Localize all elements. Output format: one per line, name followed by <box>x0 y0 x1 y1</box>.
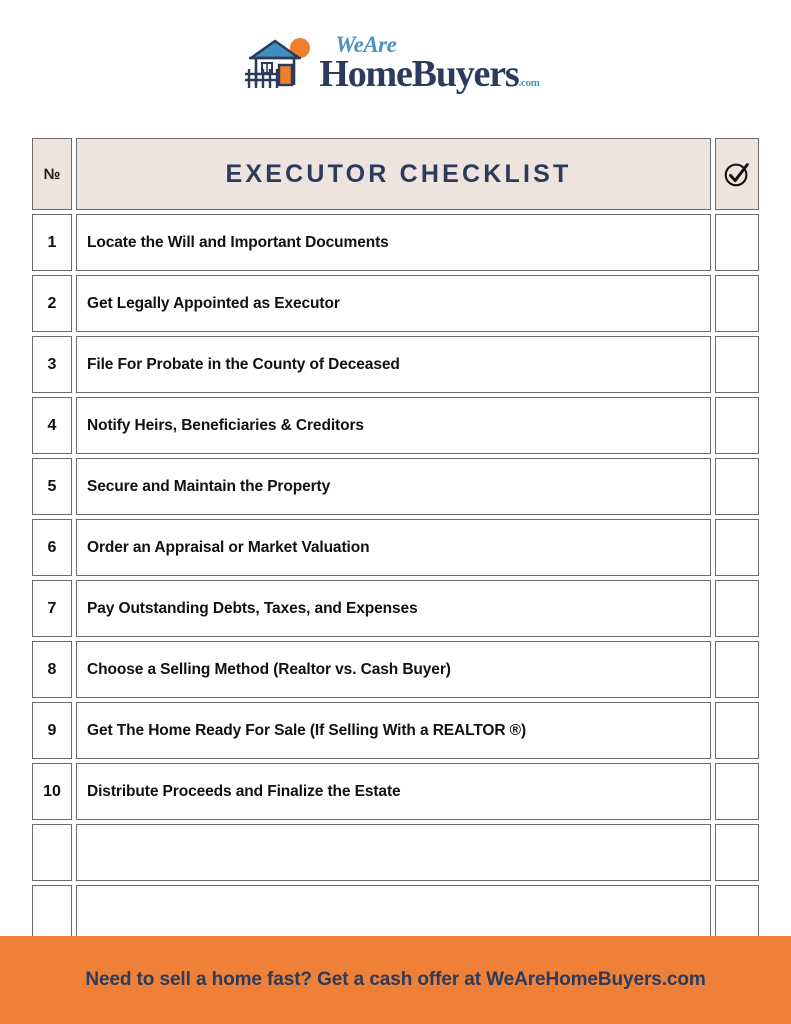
row-task-cell[interactable] <box>76 885 711 942</box>
house-with-sun-icon <box>243 36 323 92</box>
row-number-cell <box>32 580 72 637</box>
table-row <box>32 397 759 454</box>
table-row <box>32 641 759 698</box>
row-number-cell <box>32 458 72 515</box>
footer-cta-text: Need to sell a home fast? Get a cash offer at WeAreHomeBuyers.com <box>85 969 706 990</box>
table-header-row <box>32 138 759 210</box>
row-checkbox[interactable] <box>715 397 759 454</box>
row-task-cell <box>76 763 711 820</box>
row-task-label: File For Probate in the County of Deceased <box>87 355 400 373</box>
check-circle-icon <box>722 159 752 189</box>
logo-weare-text: WeAre <box>335 32 397 57</box>
row-checkbox[interactable] <box>715 824 759 881</box>
row-task-cell <box>76 580 711 637</box>
row-checkbox[interactable] <box>715 519 759 576</box>
row-number-cell <box>32 214 72 271</box>
row-task-label: Notify Heirs, Beneficiaries & Creditors <box>87 416 364 434</box>
row-task-label: Choose a Selling Method (Realtor vs. Cash Buyer) <box>87 660 451 678</box>
row-task-cell <box>76 214 711 271</box>
row-task-label: Pay Outstanding Debts, Taxes, and Expenses <box>87 599 418 617</box>
row-checkbox[interactable] <box>715 275 759 332</box>
row-task-label: Distribute Proceeds and Finalize the Estate <box>87 782 401 800</box>
logo-wordmark <box>319 32 540 95</box>
row-checkbox[interactable] <box>715 885 759 942</box>
row-task-cell <box>76 641 711 698</box>
row-number: 8 <box>47 660 57 678</box>
row-number: 10 <box>43 782 61 800</box>
logo-dotcom-text: .com <box>518 77 540 89</box>
table-row-empty <box>32 885 759 942</box>
header-title-cell <box>76 138 711 210</box>
table-row <box>32 763 759 820</box>
row-task-label: Get The Home Ready For Sale (If Selling With a REALTOR ®) <box>87 721 527 739</box>
table-row <box>32 458 759 515</box>
row-task-cell <box>76 519 711 576</box>
row-task-label: Get Legally Appointed as Executor <box>87 294 340 312</box>
table-row <box>32 336 759 393</box>
row-number: 4 <box>47 416 57 434</box>
row-number-cell <box>32 519 72 576</box>
row-task-cell <box>76 336 711 393</box>
row-number-cell <box>32 336 72 393</box>
row-checkbox[interactable] <box>715 214 759 271</box>
row-checkbox[interactable] <box>715 763 759 820</box>
table-row <box>32 519 759 576</box>
header-check-cell <box>715 138 759 210</box>
table-row <box>32 214 759 271</box>
row-task-cell <box>76 702 711 759</box>
row-checkbox[interactable] <box>715 702 759 759</box>
row-number-cell <box>32 397 72 454</box>
row-task-label: Locate the Will and Important Documents <box>87 233 389 251</box>
table-row <box>32 580 759 637</box>
brand-logo <box>243 32 540 95</box>
row-number-cell <box>32 885 72 942</box>
row-number-cell <box>32 702 72 759</box>
table-row <box>32 702 759 759</box>
row-number-cell <box>32 641 72 698</box>
row-checkbox[interactable] <box>715 641 759 698</box>
row-number: 3 <box>47 355 57 373</box>
row-checkbox[interactable] <box>715 580 759 637</box>
row-checkbox[interactable] <box>715 458 759 515</box>
row-task-cell[interactable] <box>76 824 711 881</box>
row-task-cell <box>76 397 711 454</box>
row-number-cell <box>32 824 72 881</box>
row-number: 6 <box>47 538 57 556</box>
row-task-cell <box>76 275 711 332</box>
row-number-cell <box>32 275 72 332</box>
page-title: EXECUTOR CHECKLIST <box>225 159 572 188</box>
row-task-label: Secure and Maintain the Property <box>87 477 331 495</box>
logo-homebuyers-text: HomeBuyers <box>319 53 519 95</box>
row-checkbox[interactable] <box>715 336 759 393</box>
numero-symbol: № <box>43 165 61 183</box>
header-number-cell <box>32 138 72 210</box>
row-number-cell <box>32 763 72 820</box>
row-number: 7 <box>47 599 57 617</box>
row-number: 5 <box>47 477 57 495</box>
executor-checklist-table <box>32 138 759 946</box>
logo-header <box>0 0 791 130</box>
row-number: 9 <box>47 721 57 739</box>
table-row-empty <box>32 824 759 881</box>
table-row <box>32 275 759 332</box>
row-number: 1 <box>47 233 57 251</box>
row-task-label: Order an Appraisal or Market Valuation <box>87 538 370 556</box>
row-number: 2 <box>47 294 57 312</box>
footer-cta-banner <box>0 936 791 1024</box>
row-task-cell <box>76 458 711 515</box>
